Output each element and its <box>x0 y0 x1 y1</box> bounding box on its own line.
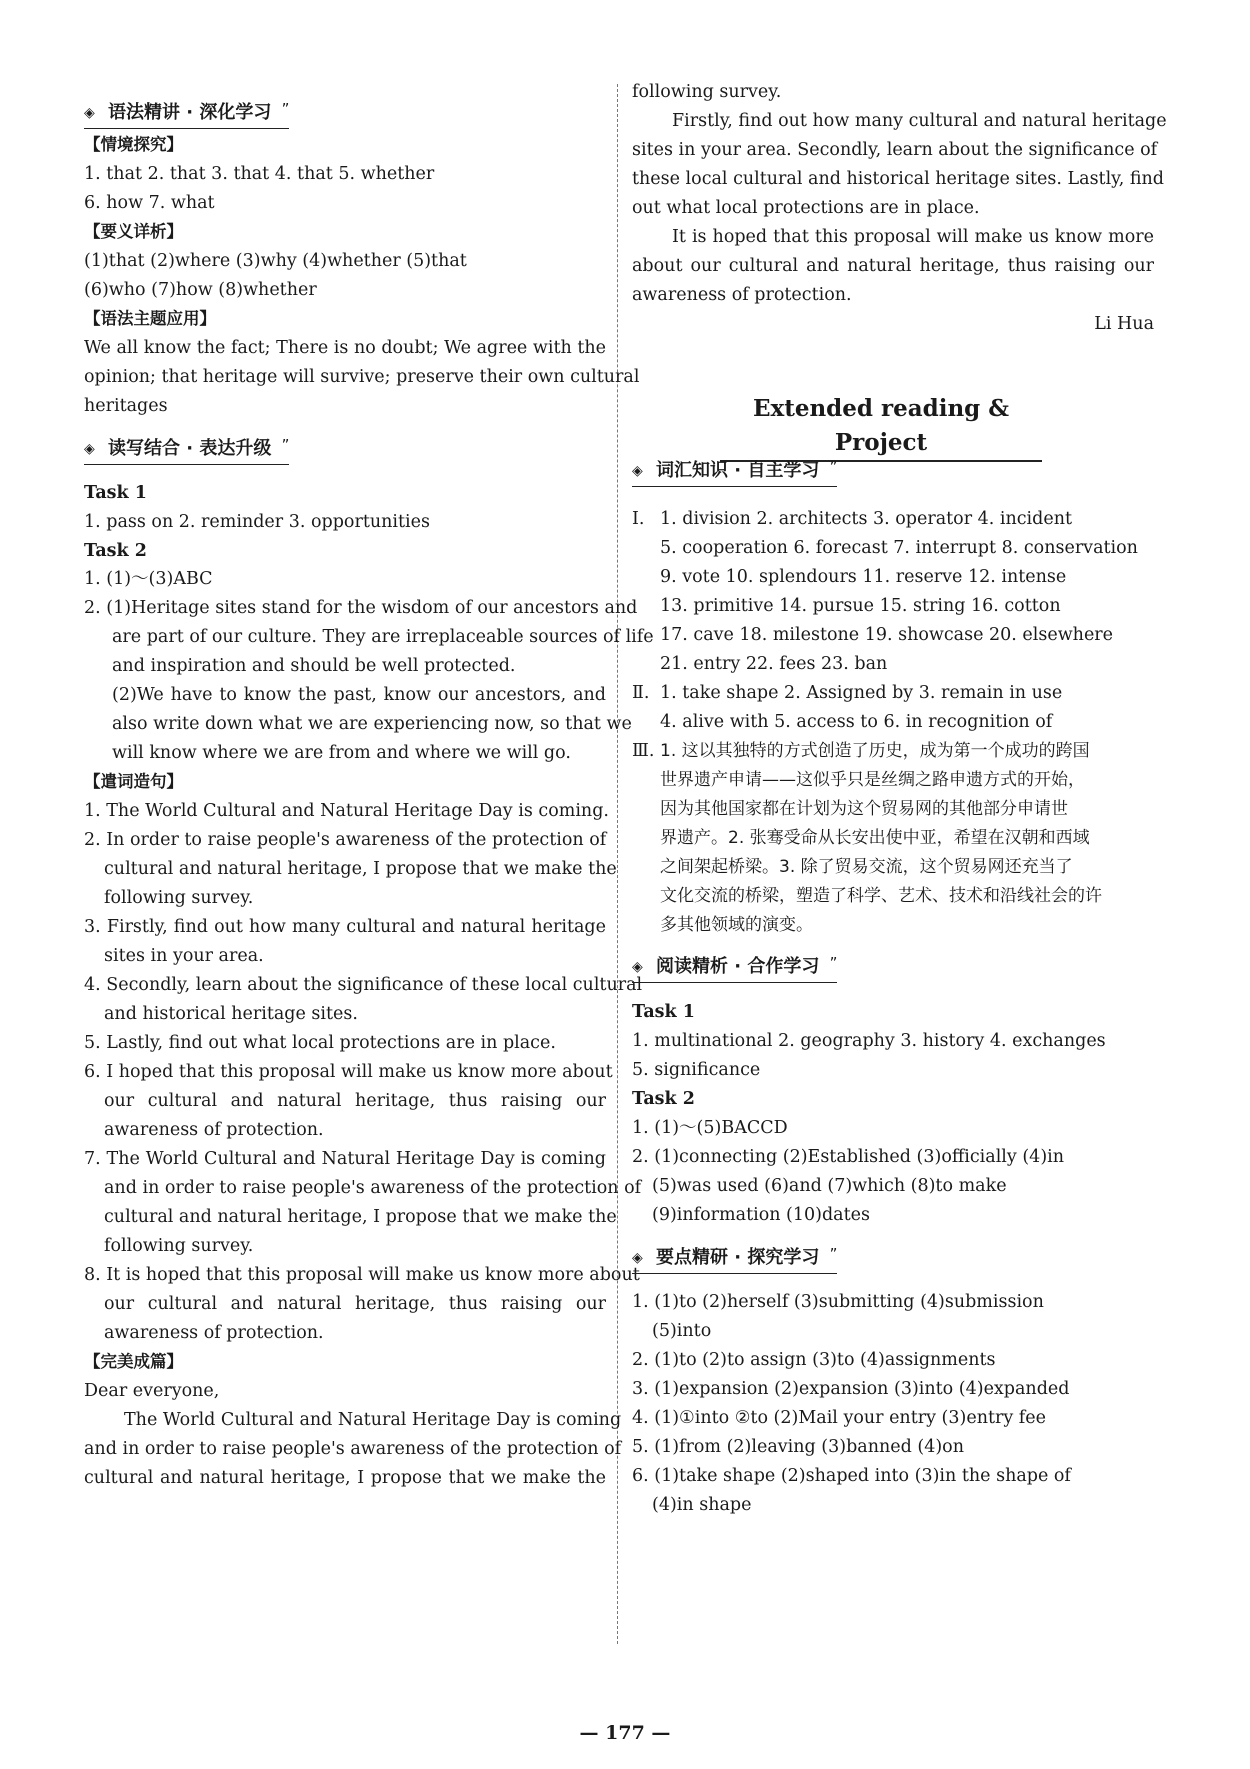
section-heading-writing: ◈ 读写结合 · 表达升级 ” <box>84 434 289 465</box>
answer-line: 1. multinational 2. geography 3. history 4. exchanges <box>632 1031 1106 1051</box>
answer-line: 3. (1)expansion (2)expansion (3)into (4)expanded <box>632 1379 1070 1399</box>
bracket-heading: 【要义详析】 <box>84 222 183 241</box>
answer-line: 1. that 2. that 3. that 4. that 5. whether <box>84 164 435 184</box>
section-heading-grammar: ◈ 语法精讲 · 深化学习 ” <box>84 98 289 129</box>
section-heading-keypoints: ◈ 要点精研 · 探究学习 ” <box>632 1243 837 1274</box>
bracket-heading: 【遣词造句】 <box>84 772 183 791</box>
answer-line: 1. pass on 2. reminder 3. opportunities <box>84 512 430 532</box>
answer-line: (4)in shape <box>652 1495 752 1515</box>
answer-line: 2. (1)connecting (2)Established (3)officially (4)in <box>632 1147 1065 1167</box>
answer-line: opinion; that heritage will survive; preserve their own cultural <box>84 367 640 387</box>
extended-reading-title: Extended reading & Project <box>720 392 1042 462</box>
answer-line: cultural and natural heritage, I propose that we make the <box>104 1207 617 1227</box>
answer-line: following survey. <box>104 1236 254 1256</box>
essay-line: The World Cultural and Natural Heritage Day is coming <box>124 1410 622 1430</box>
answer-line: 4. (1)①into ②to (2)Mail your entry (3)entry fee <box>632 1408 1047 1428</box>
answer-line: 5. Lastly, find out what local protections are in place. <box>84 1033 556 1053</box>
hook-icon: ” <box>829 458 838 476</box>
diamond-icon: ◈ <box>84 441 95 457</box>
translation-line: 1. 这以其独特的方式创造了历史，成为第一个成功的跨国 <box>660 741 1090 761</box>
roman-numeral-2: Ⅱ. <box>632 683 650 703</box>
essay-line: cultural and natural heritage, I propose that we make the <box>84 1468 606 1488</box>
answer-line: cultural and natural heritage, I propose that we make the <box>104 859 617 879</box>
answer-line: (5)was used (6)and (7)which (8)to make <box>652 1176 1007 1196</box>
answer-line: We all know the fact; There is no doubt; We agree with the <box>84 338 606 358</box>
bracket-heading: 【情境探究】 <box>84 135 183 154</box>
answer-line: (9)information (10)dates <box>652 1205 870 1225</box>
essay-line: following survey. <box>632 82 782 102</box>
essay-line: Dear everyone, <box>84 1381 220 1401</box>
answer-line: 9. vote 10. splendours 11. reserve 12. intense <box>660 567 1067 587</box>
answer-line: and historical heritage sites. <box>104 1004 358 1024</box>
answer-line: (6)who (7)how (8)whether <box>84 280 317 300</box>
answer-line: 2. (1)to (2)to assign (3)to (4)assignments <box>632 1350 996 1370</box>
answer-line: our cultural and natural heritage, thus raising our <box>104 1294 606 1314</box>
section-heading-vocabulary: ◈ 词汇知识 · 自主学习 ” <box>632 456 837 487</box>
essay-line: these local cultural and historical heritage sites. Lastly, find <box>632 169 1165 189</box>
answer-line: 13. primitive 14. pursue 15. string 16. cotton <box>660 596 1061 616</box>
answer-line: also write down what we are experiencing now, so that we <box>112 714 632 734</box>
hook-icon: ” <box>281 436 290 454</box>
hook-icon: ” <box>829 954 838 972</box>
translation-line: 世界遗产申请——这似乎只是丝绸之路申遗方式的开始， <box>660 770 1085 790</box>
essay-line: awareness of protection. <box>632 285 852 305</box>
essay-line: about our cultural and natural heritage, thus raising our <box>632 256 1154 276</box>
answer-line: 7. The World Cultural and Natural Heritage Day is coming <box>84 1149 606 1169</box>
translation-line: 之间架起桥梁。3. 除了贸易交流，这个贸易网还充当了 <box>660 857 1073 877</box>
answer-line: and inspiration and should be well protected. <box>112 656 516 676</box>
answer-line: our cultural and natural heritage, thus raising our <box>104 1091 606 1111</box>
diamond-icon: ◈ <box>632 463 643 479</box>
answer-line: 1. take shape 2. Assigned by 3. remain in use <box>660 683 1063 703</box>
answer-line: 1. division 2. architects 3. operator 4. incident <box>660 509 1073 529</box>
roman-numeral-3: Ⅲ. <box>632 741 655 761</box>
essay-line: sites in your area. Secondly, learn about the significance of <box>632 140 1158 160</box>
signature: Li Hua <box>1094 314 1154 334</box>
answer-line: 21. entry 22. fees 23. ban <box>660 654 888 674</box>
diamond-icon: ◈ <box>632 1250 643 1266</box>
answer-line: 1. (1)～(5)BACCD <box>632 1118 788 1138</box>
answer-line: 2. In order to raise people's awareness of the protection of <box>84 830 607 850</box>
answer-line: 8. It is hoped that this proposal will make us know more about <box>84 1265 640 1285</box>
task-label: Task 2 <box>632 1089 695 1109</box>
answer-line: 5. cooperation 6. forecast 7. interrupt 8. conservation <box>660 538 1138 558</box>
answer-line: 5. significance <box>632 1060 761 1080</box>
translation-line: 界遗产。2. 张骞受命从长安出使中亚，希望在汉朝和西域 <box>660 828 1090 848</box>
answer-line: sites in your area. <box>104 946 264 966</box>
answer-line: heritages <box>84 396 168 416</box>
answer-line: 1. The World Cultural and Natural Heritage Day is coming. <box>84 801 609 821</box>
answer-line: 6. (1)take shape (2)shaped into (3)in the shape of <box>632 1466 1071 1486</box>
answer-line: 4. Secondly, learn about the significance of these local cultural <box>84 975 643 995</box>
answer-line: following survey. <box>104 888 254 908</box>
answer-line: 6. I hoped that this proposal will make us know more about <box>84 1062 613 1082</box>
essay-line: out what local protections are in place. <box>632 198 980 218</box>
task-label: Task 2 <box>84 541 147 561</box>
bracket-heading: 【语法主题应用】 <box>84 309 216 328</box>
answer-line: (5)into <box>652 1321 712 1341</box>
answer-line: are part of our culture. They are irreplaceable sources of life <box>112 627 654 647</box>
translation-line: 多其他领域的演变。 <box>660 915 813 935</box>
diamond-icon: ◈ <box>632 959 643 975</box>
answer-line: (1)that (2)where (3)why (4)whether (5)that <box>84 251 467 271</box>
essay-line: Firstly, find out how many cultural and natural heritage <box>672 111 1167 131</box>
answer-line: 2. (1)Heritage sites stand for the wisdom of our ancestors and <box>84 598 638 618</box>
task-label: Task 1 <box>84 483 147 503</box>
answer-line: awareness of protection. <box>104 1323 324 1343</box>
roman-numeral-1: Ⅰ. <box>632 509 645 529</box>
page-number: — 177 — <box>579 1722 671 1744</box>
answer-line: 3. Firstly, find out how many cultural and natural heritage <box>84 917 606 937</box>
essay-line: It is hoped that this proposal will make us know more <box>672 227 1154 247</box>
answer-line: (2)We have to know the past, know our ancestors, and <box>112 685 606 705</box>
diamond-icon: ◈ <box>84 105 95 121</box>
answer-line: 17. cave 18. milestone 19. showcase 20. elsewhere <box>660 625 1114 645</box>
answer-line: 4. alive with 5. access to 6. in recognition of <box>660 712 1053 732</box>
task-label: Task 1 <box>632 1002 695 1022</box>
answer-line: will know where we are from and where we will go. <box>112 743 571 763</box>
translation-line: 因为其他国家都在计划为这个贸易网的其他部分申请世 <box>660 799 1068 819</box>
bracket-heading: 【完美成篇】 <box>84 1352 183 1371</box>
answer-line: 6. how 7. what <box>84 193 215 213</box>
answer-line: 5. (1)from (2)leaving (3)banned (4)on <box>632 1437 964 1457</box>
answer-line: awareness of protection. <box>104 1120 324 1140</box>
section-heading-reading: ◈ 阅读精析 · 合作学习 ” <box>632 952 837 983</box>
answer-line: and in order to raise people's awareness of the protection of <box>104 1178 642 1198</box>
essay-line: and in order to raise people's awareness of the protection of <box>84 1439 622 1459</box>
hook-icon: ” <box>829 1245 838 1263</box>
hook-icon: ” <box>281 100 290 118</box>
answer-line: 1. (1)to (2)herself (3)submitting (4)submission <box>632 1292 1044 1312</box>
translation-line: 文化交流的桥梁，塑造了科学、艺术、技术和沿线社会的许 <box>660 886 1102 906</box>
answer-line: 1. (1)～(3)ABC <box>84 569 213 589</box>
